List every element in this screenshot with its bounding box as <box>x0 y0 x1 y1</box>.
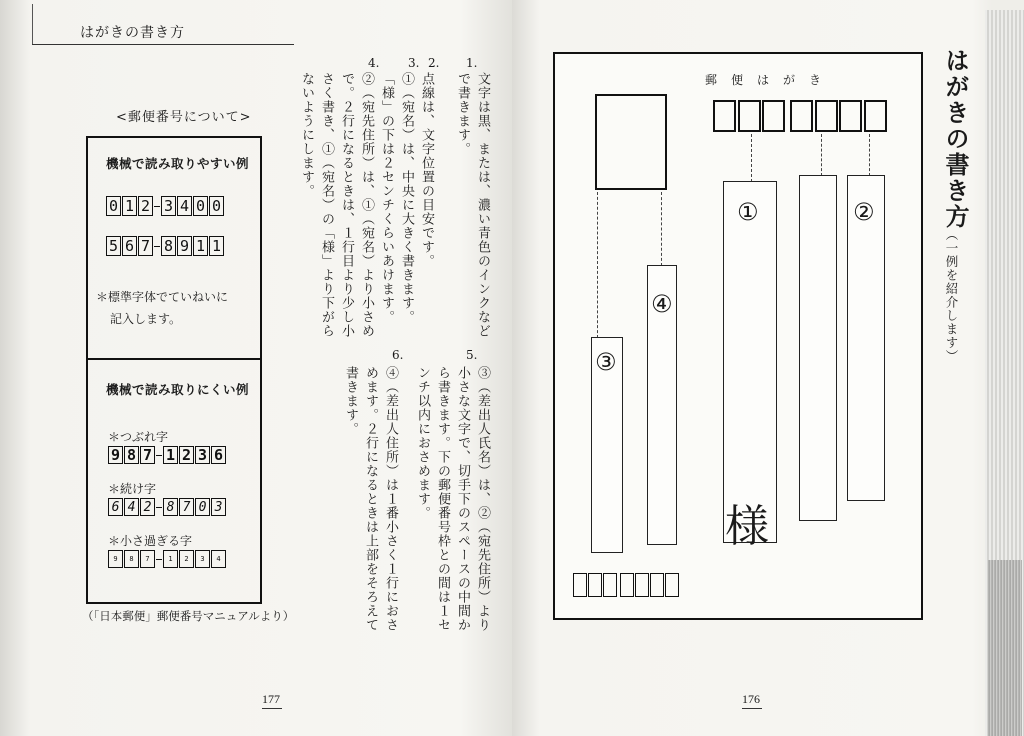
digit: 8 <box>163 498 178 516</box>
digit: 8 <box>161 236 176 256</box>
digit: 9 <box>108 446 123 464</box>
item-text-3: ①（宛名）は、中央に大きく書きます。「様」の下は２センチくらいあけます。 <box>379 72 414 324</box>
guide-line <box>661 192 662 266</box>
digit: 0 <box>106 196 121 216</box>
zip-hyphen <box>156 507 162 508</box>
label-addressee: ① <box>737 198 759 226</box>
small-zip-row <box>108 550 227 568</box>
zip-box <box>839 100 862 132</box>
digit: 8 <box>124 446 139 464</box>
guide-line <box>597 192 598 338</box>
digit: 6 <box>122 236 137 256</box>
page-number-rule <box>262 708 282 709</box>
zip-box <box>713 100 736 132</box>
page-edges-shadow <box>988 560 1022 736</box>
guide-line <box>869 134 870 176</box>
guide-line <box>821 134 822 176</box>
connected-label: ＊続け字 <box>108 482 157 496</box>
item-text-2: 点線は、文字位置の目安です。 <box>419 72 434 268</box>
chapter-subtitle: （一例を紹介します） <box>944 228 959 363</box>
page-number-left: 177 <box>262 692 280 706</box>
sender-zip-boxes <box>573 573 680 597</box>
digit: 2 <box>179 550 194 568</box>
digit: 0 <box>209 196 224 216</box>
digit: 9 <box>177 236 192 256</box>
zip-hyphen <box>154 246 160 247</box>
item-number-3: 3. <box>408 56 420 70</box>
digit: 0 <box>195 498 210 516</box>
item-text-4: ②（宛先住所）は、①（宛名）より小さめで。２行になるときは、１行目より少し小さく書き、①（宛名）の「様」より下がらないようにします。 <box>299 72 374 338</box>
postal-code-example-box <box>86 136 262 604</box>
item-number-1: 1. <box>466 56 478 70</box>
recipient-zip-boxes <box>713 100 888 132</box>
item-number-2: 2. <box>428 56 440 70</box>
crushed-label: ＊つぶれ字 <box>108 430 169 444</box>
page-number-rule <box>742 708 762 709</box>
addressee-name-strip <box>723 181 777 543</box>
crushed-zip-row <box>108 446 227 464</box>
item-text-6: ④（差出人住所）は１番小さく１行におさめます。２行になるときは上部をそろえて書きます。 <box>343 366 398 632</box>
chapter-title: はがきの書き方 <box>941 48 969 230</box>
readable-zip-row-2 <box>106 236 225 256</box>
header-rule <box>32 44 294 45</box>
digit: 8 <box>124 550 139 568</box>
zip-box <box>650 573 664 597</box>
digit: 7 <box>179 498 194 516</box>
digit: 7 <box>138 236 153 256</box>
digit: 1 <box>122 196 137 216</box>
digit: 1 <box>209 236 224 256</box>
small-label: ＊小さ過ぎる字 <box>108 534 193 548</box>
digit: 3 <box>211 498 226 516</box>
readable-note-line-2: 記入します。 <box>110 312 182 326</box>
zip-box <box>762 100 785 132</box>
digit: 2 <box>179 446 194 464</box>
page-number-right: 176 <box>742 692 760 706</box>
digit: 6 <box>108 498 123 516</box>
postal-code-caption: <郵便番号について> <box>116 110 252 125</box>
zip-box <box>864 100 887 132</box>
item-number-4: 4. <box>368 56 380 70</box>
zip-box <box>573 573 587 597</box>
item-number-6: 6. <box>392 348 404 362</box>
digit: 7 <box>140 446 155 464</box>
postcard-diagram <box>553 52 923 620</box>
stamp-box <box>595 94 667 190</box>
zip-box <box>603 573 617 597</box>
digit: 3 <box>161 196 176 216</box>
zip-box <box>665 573 679 597</box>
digit: 6 <box>211 446 226 464</box>
digit: 1 <box>193 236 208 256</box>
connected-zip-row <box>108 498 227 516</box>
item-number-5: 5. <box>466 348 478 362</box>
address-strip-1 <box>799 175 837 521</box>
digit: 5 <box>106 236 121 256</box>
digit: 1 <box>163 446 178 464</box>
postcard-label: 郵便はがき <box>705 73 836 87</box>
unreadable-title: 機械で読み取りにくい例 <box>106 382 250 397</box>
zip-box <box>815 100 838 132</box>
digit: 4 <box>124 498 139 516</box>
readable-title: 機械で読み取りやすい例 <box>106 156 250 171</box>
sama-character: 様 <box>725 501 769 552</box>
zip-box <box>738 100 761 132</box>
item-text-1: 文字は黒、または、濃い青色のインクなどで書きます。 <box>455 72 490 338</box>
readable-note-line-1: ＊標準字体でていねいに <box>96 290 229 304</box>
digit: 3 <box>195 550 210 568</box>
zip-hyphen <box>156 455 162 456</box>
zip-hyphen <box>154 206 160 207</box>
label-address: ② <box>853 198 875 226</box>
readable-zip-row-1 <box>106 196 225 216</box>
label-sender-name: ③ <box>595 348 617 376</box>
zip-box <box>620 573 634 597</box>
zip-hyphen <box>156 559 162 560</box>
zip-box <box>790 100 813 132</box>
digit: 0 <box>193 196 208 216</box>
digit: 7 <box>140 550 155 568</box>
example-divider <box>88 358 260 360</box>
digit: 2 <box>138 196 153 216</box>
digit: 1 <box>163 550 178 568</box>
digit: 3 <box>195 446 210 464</box>
digit: 4 <box>211 550 226 568</box>
header-vertical-rule <box>32 4 33 44</box>
zip-box <box>635 573 649 597</box>
zip-box <box>588 573 602 597</box>
digit: 2 <box>140 498 155 516</box>
running-head: はがきの書き方 <box>80 25 185 41</box>
digit: 4 <box>177 196 192 216</box>
digit: 9 <box>108 550 123 568</box>
source-note: （「日本郵便」郵便番号マニュアルより） <box>82 609 295 623</box>
item-text-5: ③（差出人氏名）は、②（宛先住所）より小さな文字で、切手下のスペースの中間から書きます。下の郵便番号枠との間は１センチ以内におさめます。 <box>415 366 490 632</box>
guide-line <box>751 134 752 182</box>
label-sender-address: ④ <box>651 290 673 318</box>
